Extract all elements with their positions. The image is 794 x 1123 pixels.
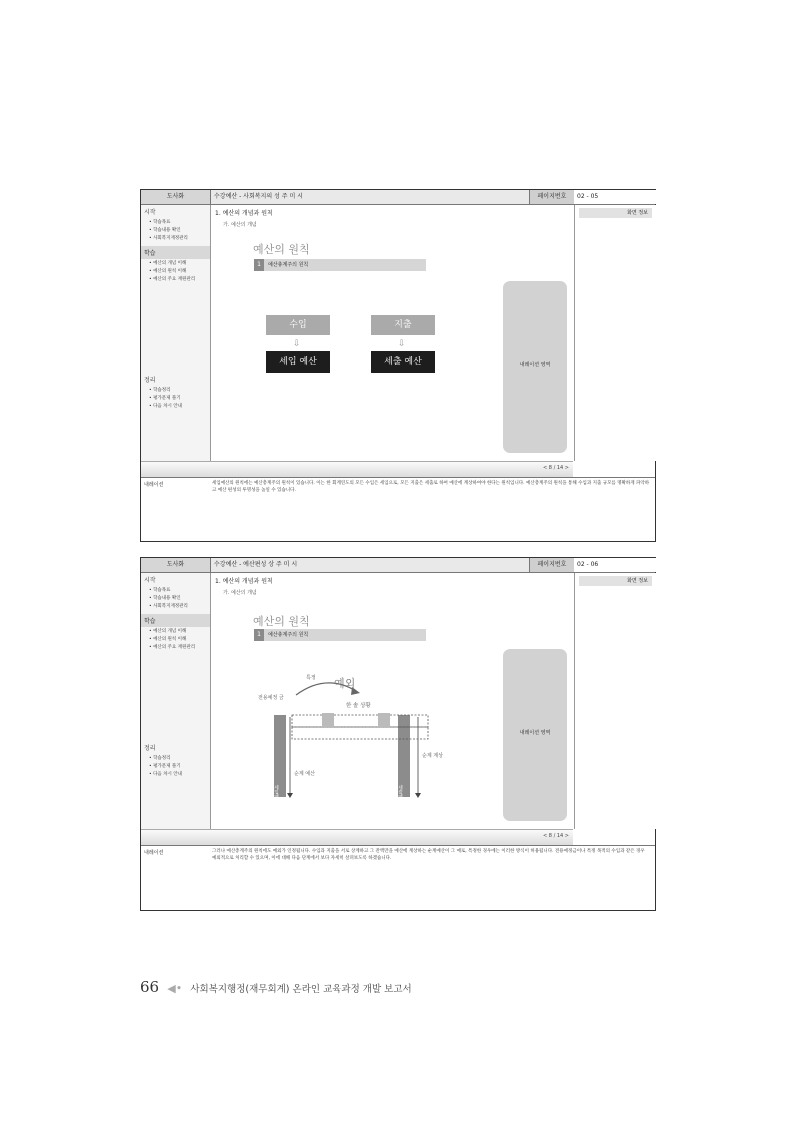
- sidebar-item[interactable]: • 평가문제 풀기: [149, 764, 181, 769]
- sidebar: [141, 573, 211, 829]
- expense-box: 지출: [371, 315, 435, 335]
- sidebar-item[interactable]: • 학습정리: [149, 756, 171, 761]
- section-heading: 1. 예산의 개념과 원칙: [215, 210, 273, 217]
- right-panel: [519, 205, 656, 461]
- sidebar-item[interactable]: • 학습목표: [149, 588, 171, 593]
- slide-header: [141, 190, 655, 205]
- principle-text: 예산총계주의 원칙: [268, 262, 309, 268]
- income-box: 수입: [266, 315, 330, 335]
- slide-footer-strip: [141, 461, 573, 477]
- sidebar-item[interactable]: • 예산의 주요 재원관리: [149, 645, 196, 650]
- header-page-code: 02 - 06: [574, 558, 658, 572]
- note-text: 세입예산의 원칙에는 예산총계주의 원칙이 있습니다. 이는 한 회계연도의 모든 수입은 세입으로, 모든 지출은 세출로 하여 예산에 계상하여야 한다는 원칙입니다. 예산총계주의 원칙을 통해 수입과 지출 규모를 명확하게 파악하고 예산 편성의 투명성을 높일 수 있습니다.: [212, 481, 650, 493]
- exception-label: 예외: [334, 677, 356, 690]
- graphic-title: 예산의 원칙: [253, 243, 310, 256]
- sidebar-section-start: 시작: [144, 577, 156, 584]
- income-label: 세입예산: [273, 785, 279, 803]
- narration-note: [141, 477, 655, 542]
- header-left-cell: 도사화: [141, 558, 211, 572]
- graphic-title: 예산의 원칙: [253, 615, 310, 628]
- sidebar-item[interactable]: • 학습목표: [149, 220, 171, 225]
- sidebar-section-learn: 학습: [141, 614, 210, 627]
- info-tab-button[interactable]: 화면 정보: [579, 208, 652, 218]
- page-indicator[interactable]: < 8 / 14 >: [543, 465, 569, 471]
- header-page-code: 02 - 05: [574, 190, 658, 204]
- note-right: 순계 계상: [422, 753, 443, 759]
- page-number: 66: [140, 978, 160, 996]
- sidebar-item[interactable]: • 평가문제 풀기: [149, 396, 181, 401]
- arrow-down-icon: ⇩: [293, 339, 301, 349]
- section-heading: 1. 예산의 개념과 원칙: [215, 578, 273, 585]
- note-left: 순계 예산: [294, 771, 315, 777]
- note-text: 그러나 예산총계주의 원칙에도 예외가 인정됩니다. 수입과 지출을 서로 상계하고 그 잔액만을 예산에 계상하는 순계예산이 그 예로, 특정한 경우에는 이러한 방식이 허용됩니다. 전용예정금이나 특정 목적의 수입과 같은 경우 예외적으로 처리할 수 있으며, 이에 대해 다음 단계에서 보다 자세히 살펴보도록 하겠습니다.: [212, 849, 645, 861]
- subsection-heading: 가. 예산의 개념: [223, 222, 257, 228]
- sidebar-section-summary: 정리: [144, 745, 156, 752]
- principle-bar: [254, 259, 426, 271]
- sidebar-item[interactable]: • 예산의 원칙 이해: [149, 637, 187, 642]
- note-label: 내레이션: [144, 482, 164, 488]
- expense-label: 세출예산: [397, 785, 403, 803]
- sidebar-item[interactable]: • 다음 차시 안내: [149, 772, 183, 777]
- special-label: 특정: [306, 675, 316, 681]
- info-tab-button[interactable]: 화면 정보: [579, 576, 652, 586]
- footer-title: 사회복지행정(재무회계) 온라인 교육과정 개발 보고서: [190, 984, 412, 995]
- sidebar-item[interactable]: • 학습내용 확인: [149, 228, 181, 233]
- sidebar-item[interactable]: • 예산의 원칙 이해: [149, 269, 187, 274]
- label-b: 한 솔 상황: [346, 703, 371, 709]
- narration-note: [141, 845, 655, 910]
- header-title: 수강예산 - 예산편성 상 주 미 시: [214, 561, 298, 568]
- slide-frame-1: [140, 189, 656, 542]
- narration-box-label: 내레이션 영역: [519, 730, 551, 736]
- sidebar-item[interactable]: • 사회복지재정관리: [149, 604, 188, 609]
- sidebar: [141, 205, 211, 461]
- sidebar-item[interactable]: • 예산의 개념 이해: [149, 261, 187, 266]
- principle-text: 예산총계주의 원칙: [268, 632, 309, 638]
- sidebar-section-summary: 정리: [144, 377, 156, 384]
- principle-number: 1: [254, 259, 264, 271]
- subsection-heading: 가. 예산의 개념: [223, 590, 257, 596]
- narration-box: [503, 281, 567, 453]
- sidebar-item[interactable]: • 다음 차시 안내: [149, 404, 183, 409]
- slide-frame-2: [140, 557, 656, 911]
- slide-footer-strip: [141, 829, 573, 845]
- sidebar-item[interactable]: • 예산의 개념 이해: [149, 629, 187, 634]
- label-a: 전용예정 금: [258, 695, 284, 701]
- header-page-label: 페이지번호: [529, 558, 575, 572]
- header-page-label: 페이지번호: [529, 190, 575, 204]
- inner-box: [322, 713, 334, 727]
- principle-number: 1: [254, 629, 264, 641]
- slide-header: [141, 558, 655, 573]
- sidebar-item[interactable]: • 학습정리: [149, 388, 171, 393]
- sidebar-item[interactable]: • 학습내용 확인: [149, 596, 181, 601]
- inner-box: [378, 713, 390, 727]
- sidebar-section-start: 시작: [144, 209, 156, 216]
- footer-marker-icon: ◀•: [167, 982, 183, 995]
- header-left-cell: 도사화: [141, 190, 211, 204]
- budget-exception-diagram: [256, 665, 456, 805]
- income-budget-box: 세입 예산: [266, 351, 330, 373]
- sidebar-section-learn: 학습: [141, 246, 210, 259]
- principle-bar: [254, 629, 426, 641]
- header-title: 수강예산 - 사회복지의 성 주 미 시: [214, 193, 303, 200]
- sidebar-item[interactable]: • 예산의 주요 재원관리: [149, 277, 196, 282]
- note-label: 내레이션: [144, 850, 164, 856]
- narration-box-label: 내레이션 영역: [519, 362, 551, 368]
- page-footer: [140, 978, 412, 996]
- sidebar-item[interactable]: • 사회복지재정관리: [149, 236, 188, 241]
- narration-box: [503, 649, 567, 821]
- page-indicator[interactable]: < 8 / 14 >: [543, 833, 569, 839]
- right-panel: [519, 573, 656, 829]
- expense-budget-box: 세출 예산: [371, 351, 435, 373]
- arrow-down-icon: ⇩: [398, 339, 406, 349]
